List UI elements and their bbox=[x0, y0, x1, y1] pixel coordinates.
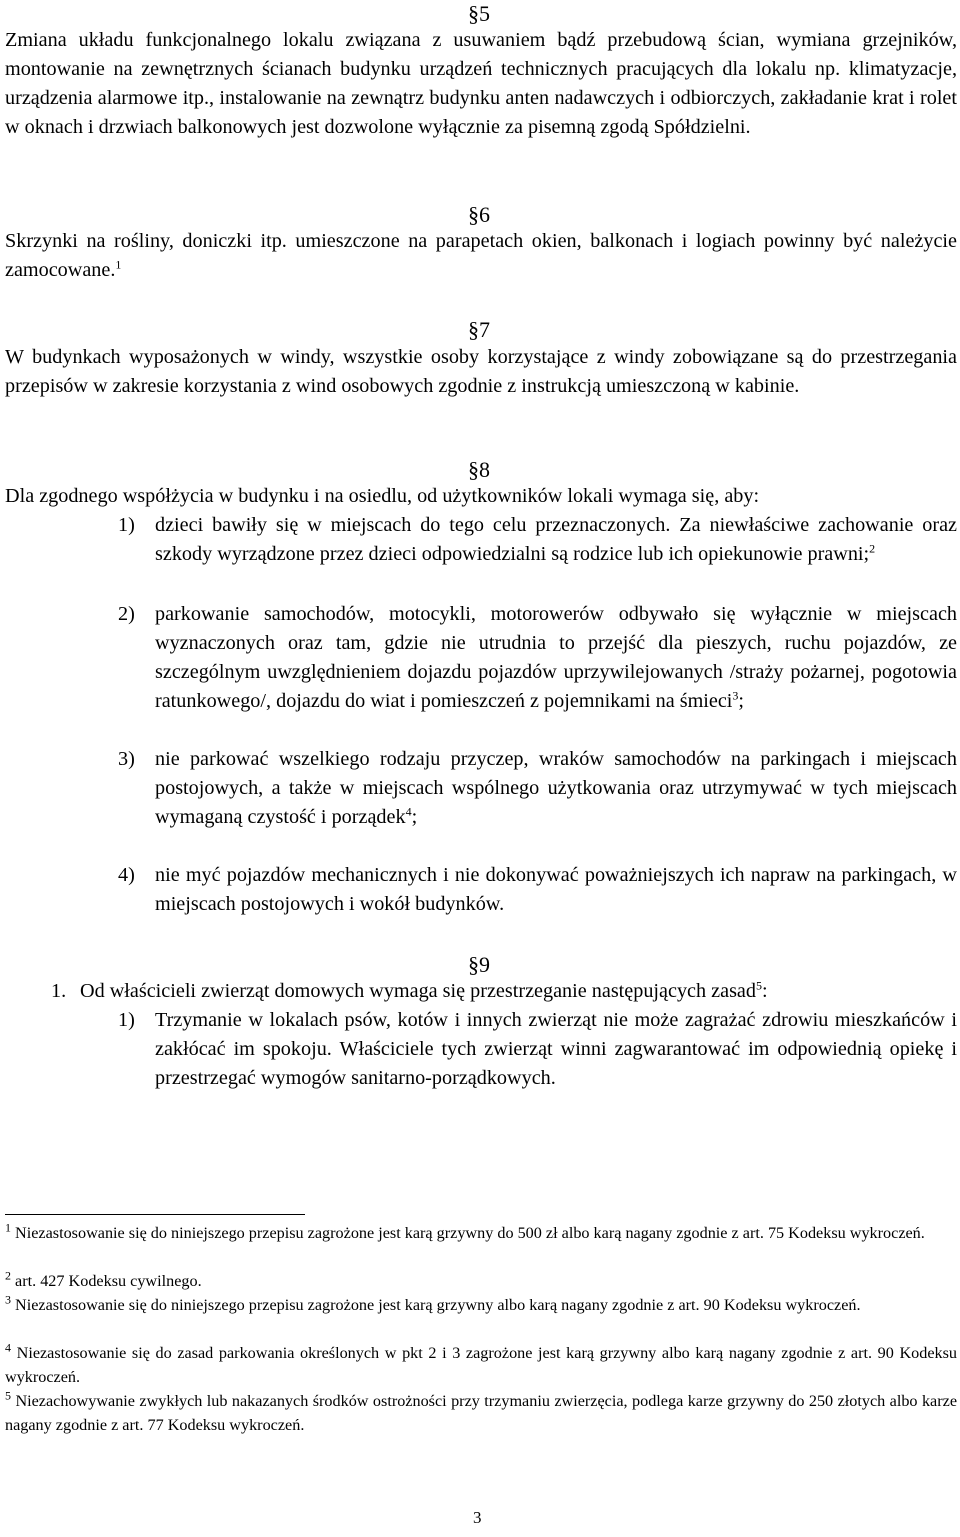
list-item-text: nie parkować wszelkiego rodzaju przyczep, wraków samochodów na parkingach i miejscach postojowych, a także w miejscach wspólnego użytkowania oraz utrzymywać w tych miejscach wymaganą czystość i porządek bbox=[155, 748, 957, 828]
section-8-intro: Dla zgodnego współżycia w budynku i na osiedlu, od użytkowników lokali wymaga się, aby: bbox=[5, 485, 760, 507]
footnote-text: Niezastosowanie się do niniejszego przepisu zagrożone jest karą grzywny do 500 zł albo karą nagany zgodnie z art. 75 Kodeksu wykroczeń. bbox=[15, 1224, 925, 1242]
list-item-number: 3) bbox=[118, 748, 135, 770]
footnote-ref-2: 2 bbox=[869, 541, 876, 556]
section-5-text: Zmiana układu funkcjonalnego lokalu związana z usuwaniem bądź przebudową ścian, wymiana grzejników, montowanie na zewnętrznych ścianach budynku urządzeń technicznych pracujących dla lokalu np. klimatyzacje, urządzenia alarmowe itp., instalowanie na zewnątrz budynku anten nadawczych i odbiorczych, zakładanie krat i rolet w oknach i drzwiach balkonowych jest dozwolone wyłącznie za pisemną zgodą Spółdzielni. bbox=[5, 29, 957, 138]
list-item-body bbox=[155, 861, 957, 919]
section-9-subpoint-number: 1) bbox=[118, 1009, 135, 1031]
footnote-text: Niezastosowanie się do niniejszego przepisu zagrożone jest karą grzywny albo karą nagany zgodnie z art. 90 Kodeksu wykroczeń. bbox=[15, 1296, 861, 1314]
section-8-heading: §8 bbox=[468, 457, 490, 482]
footnote bbox=[5, 1293, 957, 1317]
list-item-number: 1) bbox=[118, 514, 135, 536]
section-9-heading: §9 bbox=[468, 952, 490, 977]
section-5-heading: §5 bbox=[468, 1, 490, 26]
list-item-number: 2) bbox=[118, 603, 135, 625]
page-number: 3 bbox=[473, 1508, 482, 1527]
footnote-text: art. 427 Kodeksu cywilnego. bbox=[15, 1272, 202, 1290]
section-9-subpoint-text: Trzymanie w lokalach psów, kotów i innych zwierząt nie może zagrażać zdrowiu mieszkańców i zakłócać im spokoju. Właściciele tych zwierząt winni zagwarantować im odpowiednią opiekę i przestrzegać wymogów sanitarno-porządkowych. bbox=[155, 1009, 957, 1089]
list-item-punct: ; bbox=[738, 690, 745, 712]
footnote-separator bbox=[5, 1214, 305, 1215]
section-6-heading: §6 bbox=[468, 202, 490, 227]
footnote-ref-3: 3 bbox=[732, 688, 739, 703]
section-9-point-punct: : bbox=[762, 980, 768, 1002]
section-9-point-number: 1. bbox=[51, 980, 67, 1002]
footnote-text: Niezastosowanie się do zasad parkowania określonych w pkt 2 i 3 zagrożone jest karą grzywny albo karą nagany zgodnie z art. 90 Kodeksu wykroczeń. bbox=[5, 1344, 957, 1386]
list-item-number: 4) bbox=[118, 864, 135, 886]
section-7-text: W budynkach wyposażonych w windy, wszystkie osoby korzystające z windy zobowiązane są do przestrzegania przepisów w zakresie korzystania z wind osobowych zgodnie z instrukcją umieszczoną w kabinie. bbox=[5, 346, 957, 397]
section-6-text: Skrzynki na rośliny, doniczki itp. umieszczone na parapetach okien, balkonach i logiach powinny być należycie zamocowane. bbox=[5, 230, 957, 281]
footnote-ref-1: 1 bbox=[115, 257, 122, 272]
list-item-text: nie myć pojazdów mechanicznych i nie dokonywać poważniejszych ich napraw na parkingach, w miejscach postojowych i wokół budynków. bbox=[155, 864, 957, 915]
list-item-body bbox=[155, 600, 957, 716]
footnote-ref-5: 5 bbox=[756, 978, 762, 993]
section-9-point-1 bbox=[80, 977, 768, 1006]
footnote-number: 5 bbox=[5, 1388, 11, 1403]
section-9-point-text: Od właścicieli zwierząt domowych wymaga się przestrzeganie następujących zasad bbox=[80, 980, 756, 1002]
footnote-number: 2 bbox=[5, 1268, 11, 1283]
section-6-paragraph bbox=[5, 227, 957, 285]
footnote-text: Niezachowywanie zwykłych lub nakazanych środków ostrożności przy trzymaniu zwierzęcia, podlega karze grzywny do 250 złotych albo karze nagany zgodnie z art. 77 Kodeksu wykroczeń. bbox=[5, 1392, 958, 1434]
footnote bbox=[5, 1341, 957, 1389]
list-item-punct: ; bbox=[411, 806, 418, 828]
footnote-number: 4 bbox=[5, 1340, 11, 1355]
footnote bbox=[5, 1269, 957, 1293]
list-item-text: parkowanie samochodów, motocykli, motorowerów odbywało się wyłącznie w miejscach wyznaczonych oraz tam, gdzie nie utrudnia to przejść dla pieszych, ruchu pojazdów, ze szczególnym uwzględnieniem dojazdu pojazdów uprzywilejowanych /straży pożarnej, pogotowia ratunkowego/, dojazdu do wiat i pomieszczeń z pojemnikami na śmieci bbox=[155, 603, 957, 712]
footnote-number: 1 bbox=[5, 1220, 11, 1235]
footnote-number: 3 bbox=[5, 1292, 11, 1307]
footnote bbox=[5, 1221, 957, 1245]
section-7-heading: §7 bbox=[468, 317, 490, 342]
footnote-ref-4: 4 bbox=[405, 804, 412, 819]
footnote bbox=[5, 1389, 957, 1437]
list-item-body bbox=[155, 745, 957, 832]
list-item-text: dzieci bawiły się w miejscach do tego celu przeznaczonych. Za niewłaściwe zachowanie oraz szkody wyrządzone przez dzieci odpowiedzialni są rodzice lub ich opiekunowie prawni; bbox=[155, 514, 957, 565]
list-item-body bbox=[155, 511, 957, 569]
